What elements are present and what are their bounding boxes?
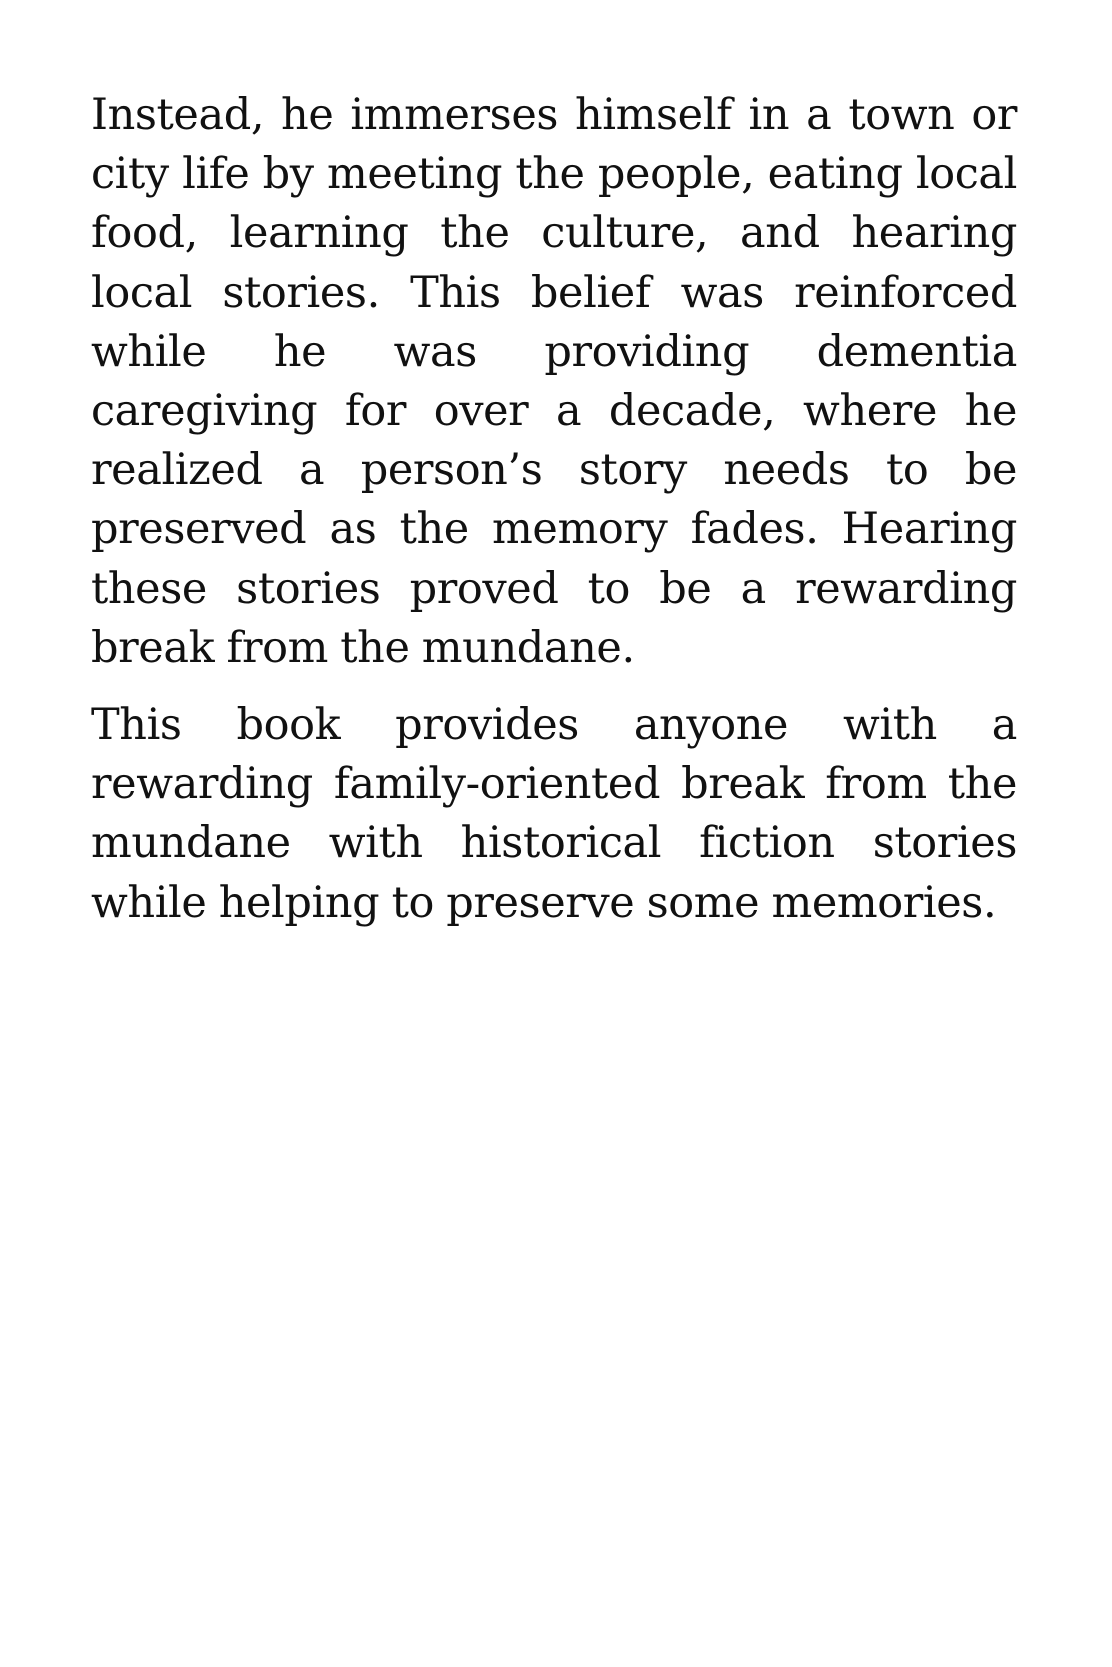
page-body-text: [91, 86, 1017, 951]
paragraph-1: Instead, he immerses himself in a town or city life by meeting the people, eating local food, learning the culture, and hearing local stories. This belief was reinforced while he was providing dementia caregiving for over a decade, where he realized a person’s story needs to be preserved as the memory fades. Hearing these stories proved to be a rewarding break from the mundane.: [91, 90, 1017, 673]
paragraph-2: This book provides anyone with a rewarding family-oriented break from the mundane with historical fiction stories while helping to preserve some memories.: [91, 700, 1017, 928]
